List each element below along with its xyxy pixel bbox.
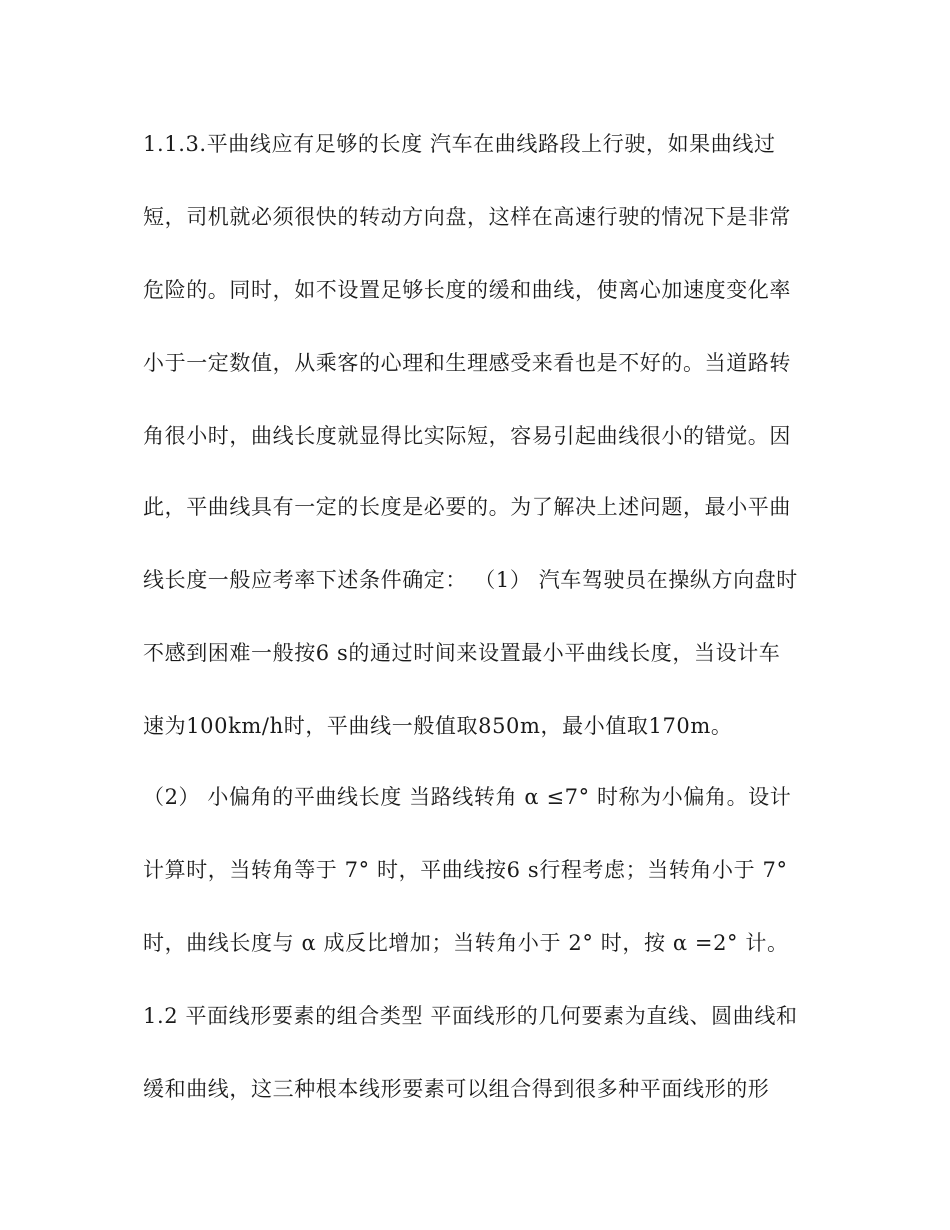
text-line: 时，曲线长度与 α 成反比增加；当转角小于 2° 时，按 α =2° 计。 xyxy=(143,931,789,955)
text-line: 小于一定数值，从乘客的心理和生理感受来看也是不好的。当道路转 xyxy=(143,351,791,375)
text-line: 1.2 平面线形要素的组合类型 平面线形的几何要素为直线、圆曲线和 xyxy=(143,1004,798,1028)
text-line: 此，平曲线具有一定的长度是必要的。为了解决上述问题，最小平曲 xyxy=(143,495,791,519)
text-line: （2） 小偏角的平曲线长度 当路线转角 α ≤7° 时称为小偏角。设计 xyxy=(143,785,792,809)
text-line: 计算时，当转角等于 7° 时，平曲线按6 s行程考虑；当转角小于 7° xyxy=(143,858,788,882)
text-line: 线长度一般应考率下述条件确定： （1） 汽车驾驶员在操纵方向盘时 xyxy=(143,568,798,592)
text-line: 短，司机就必须很快的转动方向盘，这样在高速行驶的情况下是非常 xyxy=(143,205,791,229)
text-line: 缓和曲线，这三种根本线形要素可以组合得到很多种平面线形的形 xyxy=(143,1077,770,1101)
text-line: 危险的。同时，如不设置足够长度的缓和曲线，使离心加速度变化率 xyxy=(143,278,791,302)
text-line: 1.1.3.平曲线应有足够的长度 汽车在曲线路段上行驶，如果曲线过 xyxy=(143,132,776,156)
text-line: 不感到困难一般按6 s的通过时间来设置最小平曲线长度，当设计车 xyxy=(143,641,781,665)
text-line: 角很小时，曲线长度就显得比实际短，容易引起曲线很小的错觉。因 xyxy=(143,424,791,448)
text-line: 速为100km/h时，平曲线一般值取850m，最小值取170m。 xyxy=(143,714,733,738)
